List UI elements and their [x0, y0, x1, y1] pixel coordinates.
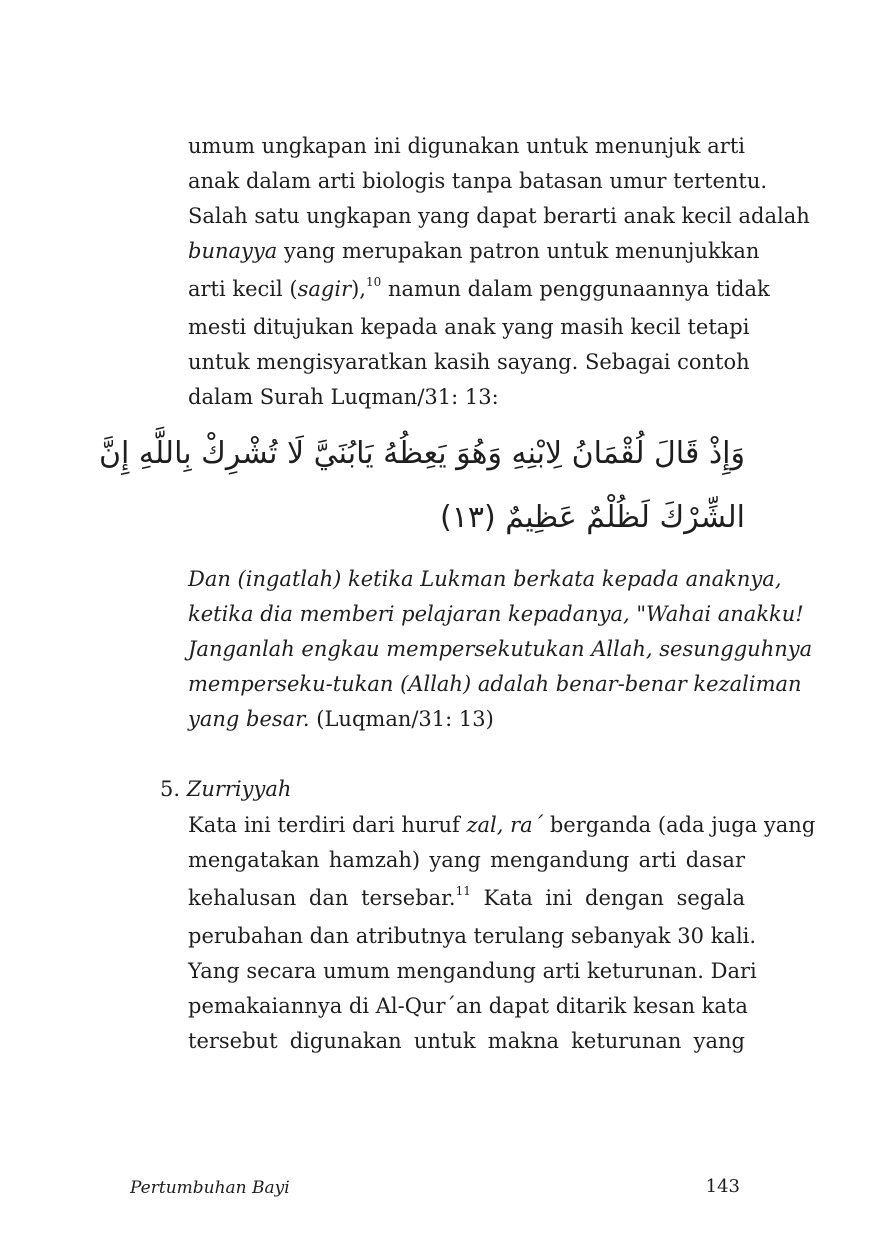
text-line: mengatakan hamzah) yang mengandung arti dasar [188, 848, 745, 872]
arabic-line: وَإِذْ قَالَ لُقْمَانُ لِابْنِهِ وَهُوَ يَعِظُهُ يَابُنَيَّ لَا تُشْرِكْ بِاللَّهِ إِنَّ [99, 436, 745, 471]
text-line: dalam Surah Luqman/31: 13: [188, 385, 499, 409]
translation-line: Dan (ingatlah) ketika Lukman berkata kepada anaknya, [188, 567, 782, 591]
verse-citation: (Luqman/31: 13) [316, 707, 494, 731]
section-heading [160, 772, 291, 807]
translation-line: memperseku-tukan (Allah) adalah benar-benar kezaliman [188, 672, 802, 696]
text-line: Salah satu ungkapan yang dapat berarti anak kecil adalah [188, 204, 810, 228]
section-number: 5. [160, 777, 181, 801]
page-number: 143 [705, 1176, 740, 1197]
text-line: bunayya yang merupakan patron untuk menunjukkan [188, 239, 760, 263]
translation-line: yang besar. (Luqman/31: 13) [188, 707, 494, 731]
paragraph-intro [188, 129, 810, 415]
text-line: umum ungkapan ini digunakan untuk menunjuk arti [188, 134, 745, 158]
footnote-ref-11: 11 [455, 884, 471, 898]
text-line: untuk mengisyaratkan kasih sayang. Sebagai contoh [188, 350, 750, 374]
term-zal-ra: zal, ra´ [466, 813, 544, 837]
text-line: anak dalam arti biologis tanpa batasan umur tertentu. [188, 169, 768, 193]
term-bunayya: bunayya [188, 239, 278, 263]
text-line: kehalusan dan tersebar.$^{11}$ Kata ini dengan segala [188, 884, 745, 910]
text-line: Yang secara umum mengandung arti keturunan. Dari [188, 959, 757, 983]
text-line: Kata ini terdiri dari huruf zal, ra´ berganda (ada juga yang [188, 813, 816, 837]
text-line: pemakaiannya di Al-Qur´an dapat ditarik kesan kata [188, 994, 748, 1018]
paragraph-zurriyyah [188, 808, 816, 1059]
verse-translation [188, 562, 813, 737]
footnote-ref-10: 10 [365, 275, 382, 289]
running-title: Pertumbuhan Bayi [130, 1178, 290, 1198]
text-line: arti kecil (sagir),$^{10}$ namun dalam penggunaannya tidak [188, 275, 770, 301]
text-line: perubahan dan atributnya terulang sebanyak 30 kali. [188, 924, 757, 948]
quran-verse [99, 424, 745, 552]
arabic-line: الشِّرْكَ لَظُلْمٌ عَظِيمٌ (١٣) [440, 500, 745, 535]
text-line: tersebut digunakan untuk makna keturunan yang [188, 1029, 745, 1053]
translation-line: Janganlah engkau mempersekutukan Allah, sesungguhnya [188, 637, 813, 661]
term-sagir: sagir [297, 277, 352, 301]
text-line: mesti ditujukan kepada anak yang masih kecil tetapi [188, 315, 750, 339]
translation-line: ketika dia memberi pelajaran kepadanya, "Wahai anakku! [188, 602, 804, 626]
section-title: Zurriyyah [186, 777, 292, 801]
